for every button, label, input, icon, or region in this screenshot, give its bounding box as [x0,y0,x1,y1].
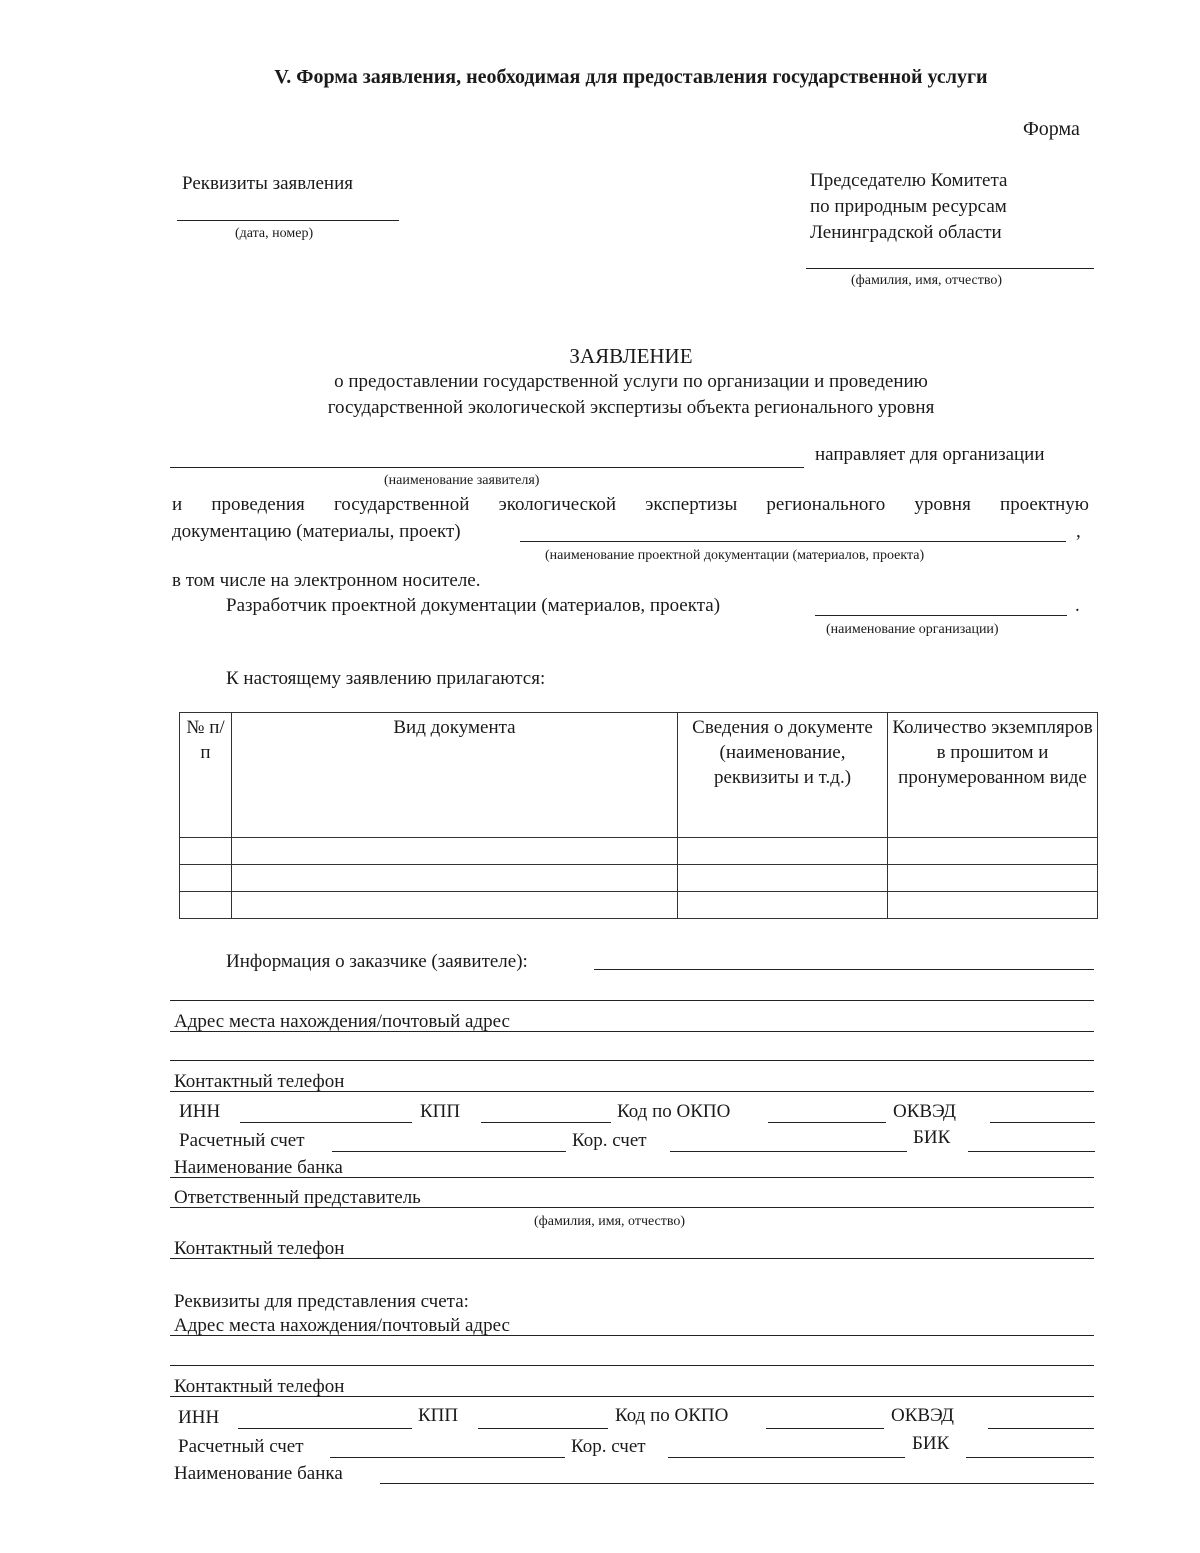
customer-representative-line[interactable] [170,1207,1094,1208]
billing-kpp-line[interactable] [478,1428,608,1429]
billing-corr-line[interactable] [668,1457,905,1458]
customer-okpo-line[interactable] [768,1122,886,1123]
billing-corr-label: Кор. счет [571,1436,646,1457]
document-title: ЗАЯВЛЕНИЕ [569,344,693,368]
col-number-header: № п/п [180,713,232,838]
customer-kpp-line[interactable] [481,1122,611,1123]
billing-okpo-line[interactable] [766,1428,884,1429]
billing-bank-line[interactable] [380,1483,1094,1484]
table-row [180,838,1098,865]
developer-period: . [1075,595,1080,616]
col-doc-type-header: Вид документа [232,713,678,838]
customer-representative-label: Ответственный представитель [174,1187,421,1208]
customer-address-line[interactable] [170,1031,1094,1032]
addressee-line-3: Ленинградской области [810,222,1002,243]
customer-account-line[interactable] [332,1151,566,1152]
customer-corr-label: Кор. счет [572,1130,647,1151]
table-cell[interactable] [678,865,888,892]
form-label: Форма [1023,118,1080,140]
billing-okpo-label: Код по ОКПО [615,1405,729,1426]
document-subtitle-2: государственной экологической экспертизы объекта регионального уровня [327,397,935,418]
billing-kpp-label: КПП [418,1405,459,1426]
billing-okved-line[interactable] [988,1428,1094,1429]
customer-bank-line[interactable] [170,1177,1094,1178]
customer-okved-label: ОКВЭД [893,1101,956,1122]
sends-text: направляет для организации [815,444,1045,465]
customer-phone-line[interactable] [170,1091,1094,1092]
customer-kpp-label: КПП [420,1101,461,1122]
customer-phone-label: Контактный телефон [174,1071,345,1092]
billing-address-line[interactable] [170,1335,1094,1336]
billing-bik-line[interactable] [966,1457,1094,1458]
billing-bank-label: Наименование банка [174,1463,343,1484]
billing-account-line[interactable] [330,1457,565,1458]
documents-table [179,712,1098,919]
table-cell[interactable] [232,865,678,892]
customer-info-line-2[interactable] [170,1000,1094,1001]
docs-text: документацию (материалы, проект) [172,521,461,542]
table-header-row [180,713,1098,838]
applicant-name-line[interactable] [170,467,804,468]
developer-text: Разработчик проектной документации (материалов, проекта) [226,595,721,616]
billing-address-line-2[interactable] [170,1365,1094,1366]
conduct-text: и проведения государственной экологической экспертизы регионального уровня проектную [172,494,1089,515]
customer-bik-line[interactable] [968,1151,1095,1152]
col-copies-header: Количество экземпляров в прошитом и пронумерованном виде [888,713,1098,838]
addressee-fio-caption: (фамилия, имя, отчество) [851,273,1003,288]
table-cell[interactable] [180,838,232,865]
table-cell[interactable] [180,865,232,892]
developer-line[interactable] [815,615,1067,616]
table-cell[interactable] [232,838,678,865]
customer-corr-line[interactable] [670,1151,907,1152]
addressee-line-1: Председателю Комитета [810,170,1008,191]
customer-bik-label: БИК [913,1127,951,1148]
billing-account-label: Расчетный счет [178,1436,304,1457]
customer-rep-phone-line[interactable] [170,1258,1094,1259]
applicant-caption: (наименование заявителя) [384,473,540,488]
addressee-fio-line[interactable] [806,268,1094,269]
customer-account-label: Расчетный счет [179,1130,305,1151]
attached-text: К настоящему заявлению прилагаются: [226,668,546,689]
docs-caption: (наименование проектной документации (материалов, проекта) [545,548,925,563]
customer-okpo-label: Код по ОКПО [617,1101,731,1122]
docs-name-line[interactable] [520,541,1066,542]
electronic-text: в том числе на электронном носителе. [172,570,481,591]
addressee-line-2: по природным ресурсам [810,196,1007,217]
billing-inn-line[interactable] [238,1428,412,1429]
table-row [180,892,1098,919]
org-caption: (наименование организации) [826,622,999,637]
customer-address-line-2[interactable] [170,1060,1094,1061]
date-number-caption: (дата, номер) [235,226,314,241]
table-cell[interactable] [678,892,888,919]
col-doc-info-header: Сведения о документе (наименование, реквизиты и т.д.) [678,713,888,838]
customer-info-line[interactable] [594,969,1094,970]
customer-inn-label: ИНН [179,1101,221,1122]
customer-bank-label: Наименование банка [174,1157,343,1178]
requisites-line[interactable] [177,220,399,221]
billing-phone-label: Контактный телефон [174,1376,345,1397]
customer-okved-line[interactable] [990,1122,1095,1123]
table-cell[interactable] [888,865,1098,892]
table-cell[interactable] [180,892,232,919]
table-cell[interactable] [888,892,1098,919]
section-title: V. Форма заявления, необходимая для предоставления государственной услуги [274,66,988,88]
billing-inn-label: ИНН [178,1407,220,1428]
customer-address-label: Адрес места нахождения/почтовый адрес [174,1011,510,1032]
docs-comma: , [1076,521,1081,542]
billing-address-label: Адрес места нахождения/почтовый адрес [174,1315,510,1336]
customer-info-label: Информация о заказчике (заявителе): [226,951,528,972]
table-cell[interactable] [232,892,678,919]
requisites-label: Реквизиты заявления [182,173,353,194]
table-cell[interactable] [678,838,888,865]
customer-fio-caption: (фамилия, имя, отчество) [534,1214,686,1229]
table-row [180,865,1098,892]
document-subtitle-1: о предоставлении государственной услуги по организации и проведению [334,371,928,392]
customer-inn-line[interactable] [240,1122,412,1123]
billing-title: Реквизиты для представления счета: [174,1291,469,1312]
billing-bik-label: БИК [912,1433,950,1454]
customer-rep-phone-label: Контактный телефон [174,1238,345,1259]
billing-okved-label: ОКВЭД [891,1405,954,1426]
table-cell[interactable] [888,838,1098,865]
billing-phone-line[interactable] [170,1396,1094,1397]
